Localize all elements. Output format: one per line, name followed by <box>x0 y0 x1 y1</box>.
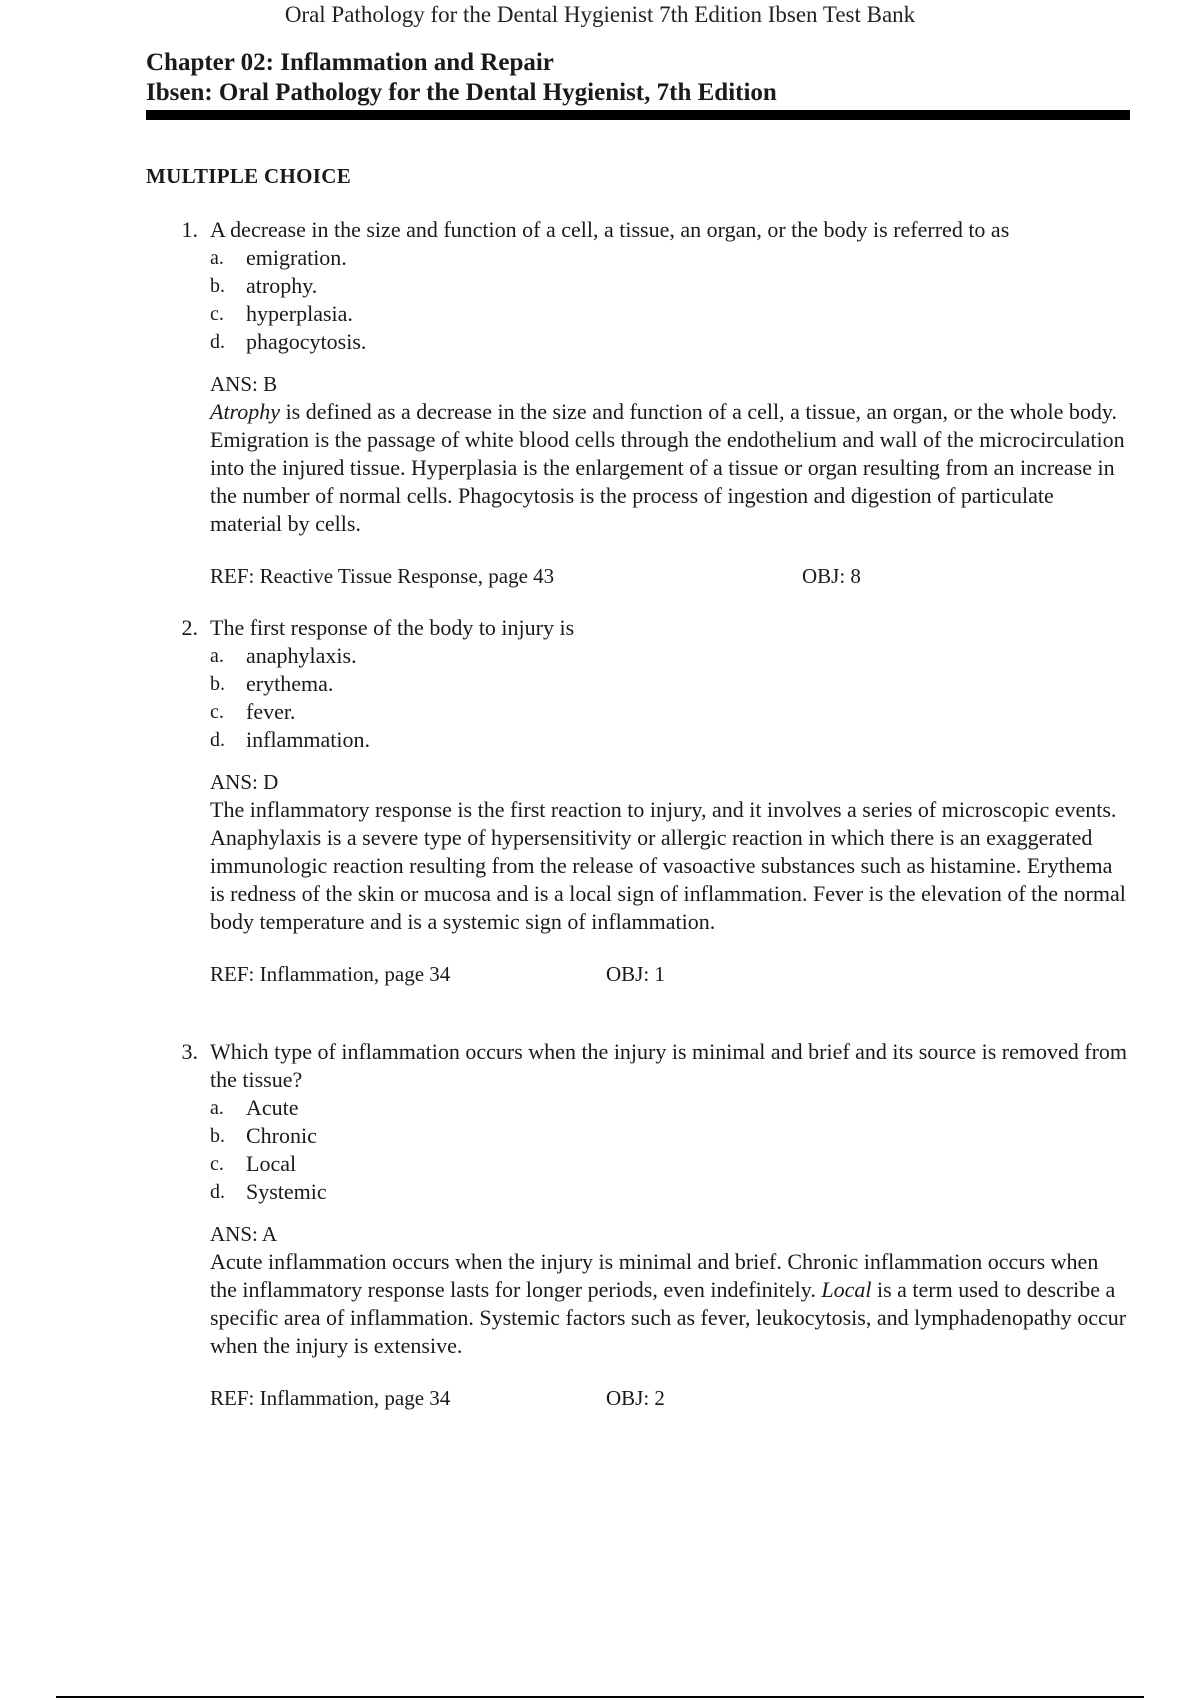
option-d <box>210 726 1130 754</box>
answer-block <box>210 1220 1130 1360</box>
option-letter: c. <box>210 1153 224 1175</box>
option-b <box>210 670 1130 698</box>
rationale-text: Acute inflammation occurs when the injury is minimal and brief. Chronic inflammation occurs when the inflammatory response lasts for longer periods, even indefinitely. <box>210 1249 1099 1302</box>
reference: REF: Inflammation, page 34 <box>210 962 451 986</box>
option-text: fever. <box>246 699 296 724</box>
objective: OBJ: 8 <box>802 564 861 588</box>
option-c <box>210 300 1130 328</box>
option-letter: a. <box>210 645 224 667</box>
title-block <box>146 48 1130 120</box>
option-letter: a. <box>210 247 224 269</box>
option-text: hyperplasia. <box>246 301 353 326</box>
reference-row <box>210 1384 1130 1412</box>
option-a <box>210 1094 1130 1122</box>
options-list <box>210 642 1130 754</box>
rationale-emphasis: Atrophy <box>210 399 281 424</box>
answer-key: ANS: D <box>210 770 279 794</box>
option-text: erythema. <box>246 671 334 696</box>
option-text: anaphylaxis. <box>246 643 357 668</box>
option-text: inflammation. <box>246 727 371 752</box>
option-letter: a. <box>210 1097 224 1119</box>
option-text: Local <box>246 1151 297 1176</box>
question-number: 2. <box>181 615 198 640</box>
section-heading: MULTIPLE CHOICE <box>146 164 352 188</box>
option-letter: b. <box>210 275 225 297</box>
option-letter: b. <box>210 1125 225 1147</box>
option-text: Systemic <box>246 1179 327 1204</box>
question-number: 3. <box>181 1039 198 1064</box>
objective: OBJ: 2 <box>606 1386 665 1410</box>
question-1 <box>146 216 1130 590</box>
rationale <box>210 398 1130 538</box>
question-stem: A decrease in the size and function of a cell, a tissue, an organ, or the body is referred to as <box>210 217 1010 242</box>
answer-key: ANS: A <box>210 1222 278 1246</box>
option-letter: b. <box>210 673 225 695</box>
reference-row <box>210 960 1130 988</box>
option-letter: c. <box>210 303 224 325</box>
rationale <box>210 1248 1130 1360</box>
option-letter: d. <box>210 729 225 751</box>
running-header: Oral Pathology for the Dental Hygienist 7th Edition Ibsen Test Bank <box>284 2 916 27</box>
rationale: The inflammatory response is the first reaction to injury, and it involves a series of microscopic events. Anaphylaxis is a severe type of hypersensitivity or allergic reaction in which there is an exaggerated immunologic reaction resulting from the release of vasoactive substances such as histamine. Erythema is redness of the skin or mucosa and is a local sign of inflammation. Fever is the elevation of the normal body temperature and is a systemic sign of inflammation. <box>210 797 1126 934</box>
option-text: phagocytosis. <box>246 329 367 354</box>
option-text: Chronic <box>246 1123 317 1148</box>
rationale-emphasis: Local <box>821 1277 872 1302</box>
reference-row <box>210 562 1130 590</box>
answer-key: ANS: B <box>210 372 278 396</box>
option-letter: c. <box>210 701 224 723</box>
option-text: atrophy. <box>246 273 318 298</box>
option-text: emigration. <box>246 245 347 270</box>
option-a <box>210 642 1130 670</box>
book-title: Ibsen: Oral Pathology for the Dental Hygienist, 7th Edition <box>146 79 777 106</box>
rationale-text: is a term used to describe a specific area of inflammation. Systemic factors such as fever, leukocytosis, and lymphadenopathy occur when the injury is extensive. <box>210 1277 1127 1358</box>
rationale-text: is defined as a decrease in the size and function of a cell, a tissue, an organ, or the whole body. Emigration is the passage of white blood cells through the endothelium and wall of the microcirculation into the injured tissue. Hyperplasia is the enlargement of a tissue or organ resulting from an increase in the number of normal cells. Phagocytosis is the process of ingestion and digestion of particulate material by cells. <box>210 399 1125 536</box>
reference: REF: Reactive Tissue Response, page 43 <box>210 564 555 588</box>
question-2 <box>146 614 1130 988</box>
options-list <box>210 1094 1130 1206</box>
option-letter: d. <box>210 1181 225 1203</box>
option-text: Acute <box>246 1095 299 1120</box>
answer-block <box>210 768 1130 936</box>
option-d <box>210 328 1130 356</box>
option-c <box>210 1150 1130 1178</box>
objective: OBJ: 1 <box>606 962 665 986</box>
reference: REF: Inflammation, page 34 <box>210 1386 451 1410</box>
question-stem: The first response of the body to injury is <box>210 615 575 640</box>
options-list <box>210 244 1130 356</box>
question-3 <box>146 1038 1130 1412</box>
answer-block <box>210 370 1130 538</box>
footer-divider <box>56 1696 1144 1698</box>
option-d <box>210 1178 1130 1206</box>
option-letter: d. <box>210 331 225 353</box>
question-stem: Which type of inflammation occurs when the injury is minimal and brief and its source is removed from the tissue? <box>210 1039 1128 1092</box>
option-c <box>210 698 1130 726</box>
question-number: 1. <box>181 217 198 242</box>
option-b <box>210 272 1130 300</box>
option-b <box>210 1122 1130 1150</box>
chapter-title: Chapter 02: Inflammation and Repair <box>146 49 554 76</box>
option-a <box>210 244 1130 272</box>
